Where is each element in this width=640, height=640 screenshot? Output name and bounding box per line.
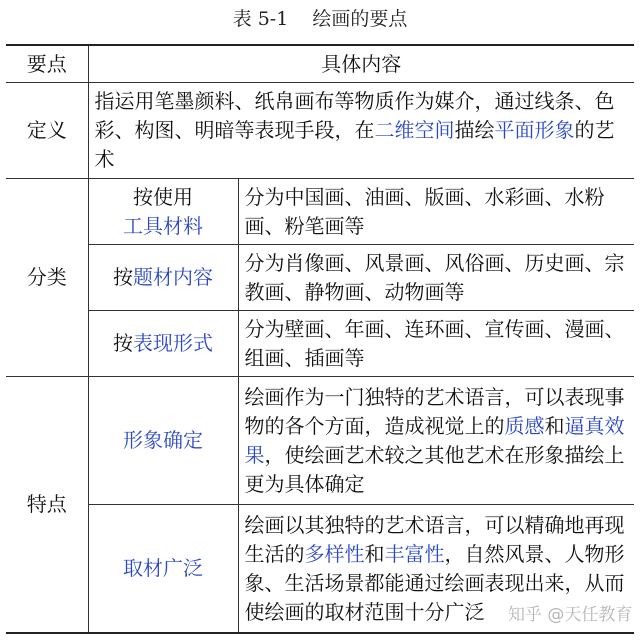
classification-label: 分类 (6, 179, 88, 377)
feature-text-c: ，自然风景、人物形象、生活场景都能通过绘画表现出来，从而使绘画的取材范围十分广泛 (244, 541, 625, 624)
feature-text-a: 绘画以其独特的艺术语言，可以精确地再现生活的 (244, 512, 625, 566)
highlight-flat-image: 平面形象 (494, 118, 575, 143)
highlight-2d-space: 二维空间 (374, 118, 455, 143)
feature-content-broad (238, 505, 634, 633)
header-key: 要点 (6, 45, 88, 83)
definition-text-c: 的艺术 (94, 118, 615, 172)
highlight-realism: 逼真效果 (244, 413, 625, 467)
highlight-diversity: 多样性 (304, 541, 365, 566)
classification-row (6, 245, 634, 311)
sub-highlight: 题材内容 (133, 265, 213, 290)
highlight-texture: 质感 (504, 413, 545, 438)
sub-highlight: 表现形式 (133, 331, 213, 356)
table-title: 绘画的要点 (312, 8, 408, 30)
features-row (6, 505, 634, 633)
feature-text-a: 绘画作为一门独特的艺术语言，可以表现事物的各个方面，造成视觉上的 (244, 384, 625, 438)
classification-row (6, 311, 634, 377)
feature-text-b: 和 (544, 413, 565, 438)
watermark: 知乎 @天任教育 (508, 605, 633, 625)
definition-label: 定义 (6, 83, 88, 179)
classification-content-tools: 分为中国画、油画、版画、水彩画、水粉画、粉笔画等 (238, 179, 634, 245)
classification-sub-tools (88, 179, 238, 245)
feature-sub-definite: 形象确定 (88, 377, 238, 505)
definition-text-a: 指运用笔墨颜料、纸帛画布等物质作为媒介，通过线条、色彩、构图、明暗等表现手段，在 (94, 89, 615, 143)
sub-highlight: 工具材料 (123, 213, 203, 238)
features-row (6, 377, 634, 505)
sub-prefix: 按 (113, 265, 133, 290)
highlight-richness: 丰富性 (384, 541, 445, 566)
header-content: 具体内容 (88, 45, 634, 83)
feature-sub-broad: 取材广泛 (88, 505, 238, 633)
sub-prefix: 按使用 (133, 184, 193, 209)
table-number: 表 5-1 (232, 8, 289, 30)
classification-sub-form (88, 311, 238, 377)
feature-text-c: ，使绘画艺术较之其他艺术在形象描绘上更为具体确定 (244, 442, 625, 496)
feature-content-definite (238, 377, 634, 505)
features-label: 特点 (6, 377, 88, 633)
definition-row (6, 83, 634, 179)
classification-content-subject: 分为肖像画、风景画、风俗画、历史画、宗教画、静物画、动物画等 (238, 245, 634, 311)
definition-content (88, 83, 634, 179)
table-caption (0, 2, 640, 36)
painting-points-table (6, 44, 634, 634)
definition-text-b: 描绘 (454, 118, 495, 143)
header-row (6, 45, 634, 83)
classification-content-form: 分为壁画、年画、连环画、宣传画、漫画、组画、插画等 (238, 311, 634, 377)
classification-sub-subject (88, 245, 238, 311)
feature-text-b: 和 (364, 541, 385, 566)
sub-prefix: 按 (113, 331, 133, 356)
classification-row (6, 179, 634, 245)
